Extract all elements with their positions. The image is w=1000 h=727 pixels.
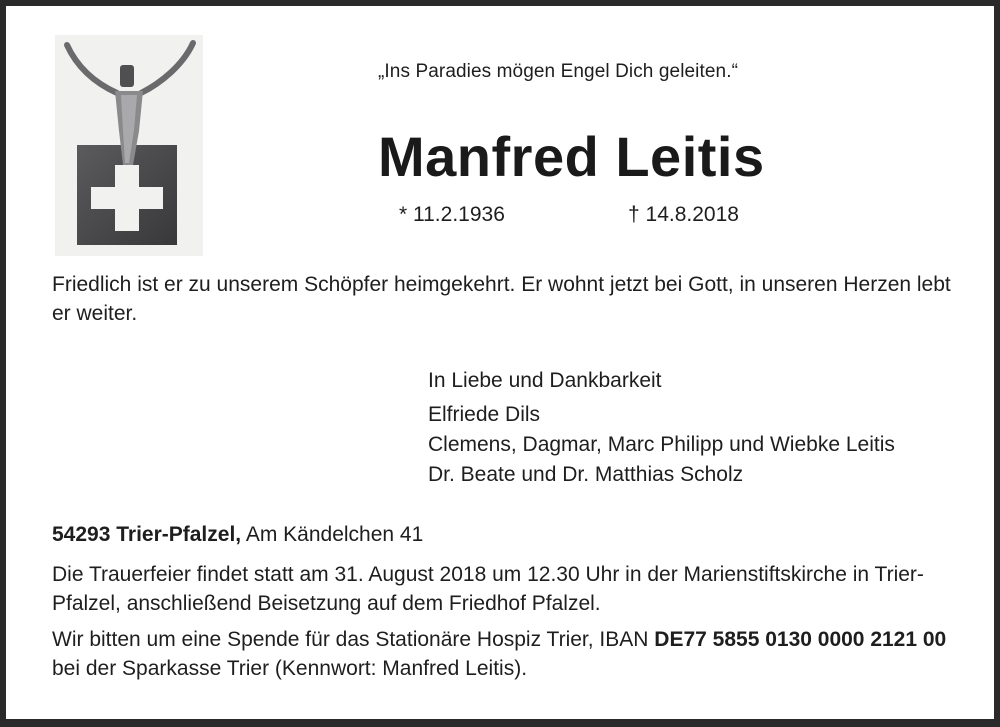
mourner-line: Dr. Beate und Dr. Matthias Scholz	[428, 463, 744, 486]
family-address	[52, 523, 423, 547]
crucifix-icon	[55, 35, 203, 256]
intro-text: Friedlich ist er zu unserem Schöpfer heimgekehrt. Er wohnt jetzt bei Gott, in unseren Herzen lebt er weiter.	[52, 273, 951, 325]
birth-date: * 11.2.1936	[399, 203, 505, 226]
donation-text: Wir bitten um eine Spende für das Stationäre Hospiz Trier, IBAN	[52, 628, 655, 651]
address-street: Am Kändelchen 41	[245, 523, 424, 546]
epitaph-quote: „Ins Paradies mögen Engel Dich geleiten.“	[378, 61, 739, 82]
death-date: † 14.8.2018	[628, 203, 739, 226]
donation-text-end: bei der Sparkasse Trier (Kennwort: Manfred Leitis).	[52, 657, 528, 680]
address-city: 54293 Trier-Pfalzel,	[52, 523, 242, 546]
donation-iban: DE77 5855 0130 0000 2121 00	[654, 628, 947, 651]
mourner-line: Clemens, Dagmar, Marc Philipp und Wiebke Leitis	[428, 433, 895, 456]
funeral-details: Die Trauerfeier findet statt am 31. August 2018 um 12.30 Uhr in der Marienstiftskirche in Trier-Pfalzel, anschließend Beisetzung auf dem Friedhof Pfalzel.	[52, 563, 924, 615]
mourner-line: Elfriede Dils	[428, 403, 541, 426]
donation-request	[52, 625, 967, 683]
mourners-block	[428, 366, 895, 490]
deceased-name: Manfred Leitis	[378, 125, 765, 188]
mourners-heading: In Liebe und Dankbarkeit	[428, 369, 662, 392]
